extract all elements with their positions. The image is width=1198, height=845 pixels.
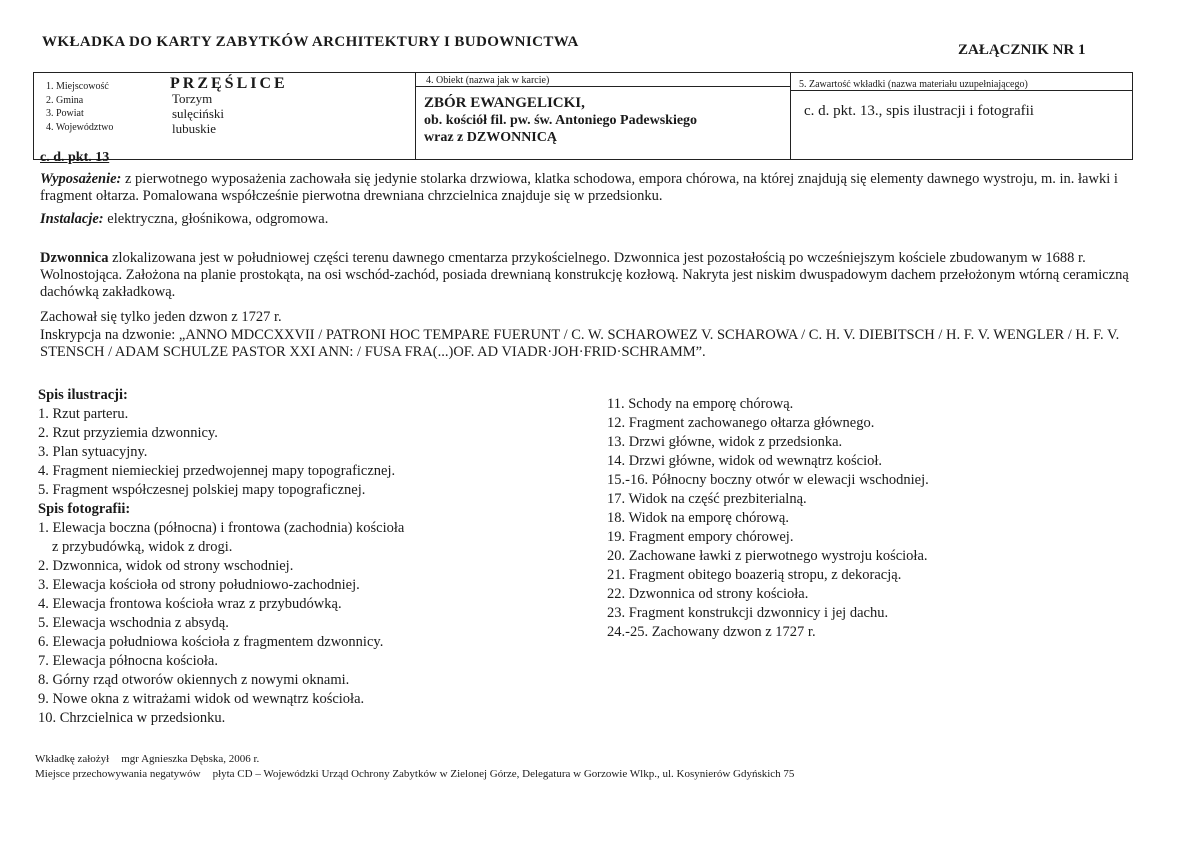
photo-item: 9. Nowe okna z witrażami widok od wewnątrz kościoła. <box>38 691 365 707</box>
author-value: mgr Agnieszka Dębska, 2006 r. <box>121 753 260 765</box>
installations-text: elektryczna, głośnikowa, odgromowa. <box>103 211 329 227</box>
photo-item: 5. Elewacja wschodnia z absydą. <box>38 615 229 631</box>
photo-item: 14. Drzwi główne, widok od wewnątrz kościoł. <box>607 453 883 469</box>
photo-item: 19. Fragment empory chórowej. <box>607 529 794 545</box>
photo-item: 11. Schody na emporę chórową. <box>607 396 794 412</box>
belfry-text: zlokalizowana jest w południowej części terenu dawnego cmentarza przykościelnego. Dzwonnica jest pozostałością po wcześniejszym kościele zbudowanym w 1688 r. Wolnostojąca. Założona na planie prostokąta, na osi wschód-zachód, posiada drewnianą konstrukcję kozłową. Nakryta jest niskim dwuspadowym dachem przełożonym wtórną ceramiczną dachówką zakładkową. <box>40 250 1129 300</box>
illustration-item: 4. Fragment niemieckiej przedwojennej mapy topograficznej. <box>38 463 396 479</box>
storage-line <box>35 767 806 782</box>
photo-item: 13. Drzwi główne, widok z przedsionka. <box>607 434 843 450</box>
info-box <box>33 72 1133 160</box>
photo-item: 4. Elewacja frontowa kościoła wraz z przybudówką. <box>38 596 342 612</box>
storage-label: Miejsce przechowywania negatywów <box>35 768 201 780</box>
photo-item: 22. Dzwonnica od strony kościoła. <box>607 586 809 602</box>
bell-inscription: Inskrypcja na dzwonie: „ANNO MDCCXXVII / PATRONI HOC TEMPARE FUERUNT / C. W. SCHAROWEZ V. SCHAROWA / C. H. V. DIEBITSCH / H. F. V. WENGLER / H. F. V. STENSCH / ADAM SCHULZE PASTOR XXI ANN: / FUSA FRA(...)OF. AD VIADR·JOH·FRID·SCHRAMM”. <box>40 327 1120 360</box>
illustration-item: 5. Fragment współczesnej polskiej mapy topograficznej. <box>38 482 366 498</box>
storage-value: płyta CD – Wojewódzki Urząd Ochrony Zabytków w Zielonej Górze, Delegatura w Gorzowie Wlkp., ul. Kosynierów Gdyńskich 75 <box>212 768 795 780</box>
photo-item: 23. Fragment konstrukcji dzwonnicy i jej dachu. <box>607 605 889 621</box>
photo-item: 7. Elewacja północna kościoła. <box>38 653 218 669</box>
photo-item: 17. Widok na część prezbiterialną. <box>607 491 807 507</box>
belfry-paragraph <box>40 250 1140 301</box>
author-label: Wkładkę założył <box>35 753 110 765</box>
object-label: 4. Obiekt (nazwa jak w karcie) <box>426 75 550 86</box>
illustration-item: 2. Rzut przyziemia dzwonnicy. <box>38 425 218 441</box>
district-value: sulęciński <box>172 106 224 121</box>
photo-item: 10. Chrzcielnica w przedsionku. <box>38 710 226 726</box>
bell-line: Zachował się tylko jeden dzwon z 1727 r. <box>40 309 282 325</box>
municipality-value: Torzym <box>172 91 213 106</box>
section-heading: c. d. pkt. 13 <box>40 150 110 165</box>
installations-paragraph <box>40 211 1140 228</box>
illustrations-heading: Spis ilustracji: <box>38 387 128 403</box>
author-line <box>35 752 806 767</box>
left-list <box>38 386 404 728</box>
object-values <box>424 95 697 146</box>
photo-item: 6. Elewacja południowa kościoła z fragmentem dzwonnicy. <box>38 634 384 650</box>
footer <box>35 752 806 782</box>
photo-item: z przybudówką, widok z drogi. <box>52 539 233 555</box>
object-line-2: ob. kościół fil. pw. św. Antoniego Padewskiego <box>424 113 698 128</box>
photo-item: 24.-25. Zachowany dzwon z 1727 r. <box>607 624 816 640</box>
label-locality: 1. Miejscowość <box>46 81 109 92</box>
contents-value: c. d. pkt. 13., spis ilustracji i fotografii <box>804 103 1034 119</box>
photo-item: 18. Widok na emporę chórową. <box>607 510 789 526</box>
equipment-paragraph <box>40 171 1140 205</box>
photo-item: 8. Górny rząd otworów okiennych z nowymi oknami. <box>38 672 350 688</box>
illustration-item: 1. Rzut parteru. <box>38 406 129 422</box>
right-list <box>607 395 929 642</box>
equipment-text: z pierwotnego wyposażenia zachowała się jedynie stolarka drzwiowa, klatka schodowa, empora chórowa, na której znajdują się elementy dawnego wystroju, m. in. ławki i fragment ołtarza. Pomalowana współcześnie pierwotna drewniana chrzcielnica znajduje się w przedsionku. <box>40 171 1118 204</box>
photo-item: 2. Dzwonnica, widok od strony wschodniej. <box>38 558 294 574</box>
belfry-label: Dzwonnica <box>40 250 109 266</box>
annex-number: ZAŁĄCZNIK NR 1 <box>958 42 1086 58</box>
location-values <box>172 76 288 136</box>
object-line-1: ZBÓR EWANGELICKI, <box>424 95 585 111</box>
illustration-item: 3. Plan sytuacyjny. <box>38 444 148 460</box>
voivodeship-value: lubuskie <box>172 121 217 136</box>
label-municipality: 2. Gmina <box>46 94 84 106</box>
object-line-3: wraz z DZWONNICĄ <box>424 130 557 145</box>
contents-label: 5. Zawartość wkładki (nazwa materiału uzupełniającego) <box>799 79 1028 90</box>
location-labels <box>46 80 113 134</box>
photo-item: 21. Fragment obitego boazerią stropu, z dekoracją. <box>607 567 902 583</box>
photos-heading: Spis fotografii: <box>38 501 131 517</box>
label-voivodeship: 4. Województwo <box>46 121 114 133</box>
photo-item: 20. Zachowane ławki z pierwotnego wystroju kościoła. <box>607 548 928 564</box>
locality-value: PRZĘŚLICE <box>170 75 288 92</box>
photo-item: 12. Fragment zachowanego ołtarza głównego. <box>607 415 875 431</box>
label-district: 3. Powiat <box>46 108 84 119</box>
installations-label: Instalacje: <box>40 211 104 227</box>
document-title: WKŁADKA DO KARTY ZABYTKÓW ARCHITEKTURY I BUDOWNICTWA <box>42 34 579 50</box>
photo-item: 15.-16. Północny boczny otwór w elewacji wschodniej. <box>607 472 929 488</box>
equipment-label: Wyposażenie: <box>40 171 122 187</box>
photo-item: 3. Elewacja kościoła od strony południowo-zachodniej. <box>38 577 360 593</box>
photo-item: 1. Elewacja boczna (północna) i frontowa (zachodnia) kościoła <box>38 520 405 536</box>
